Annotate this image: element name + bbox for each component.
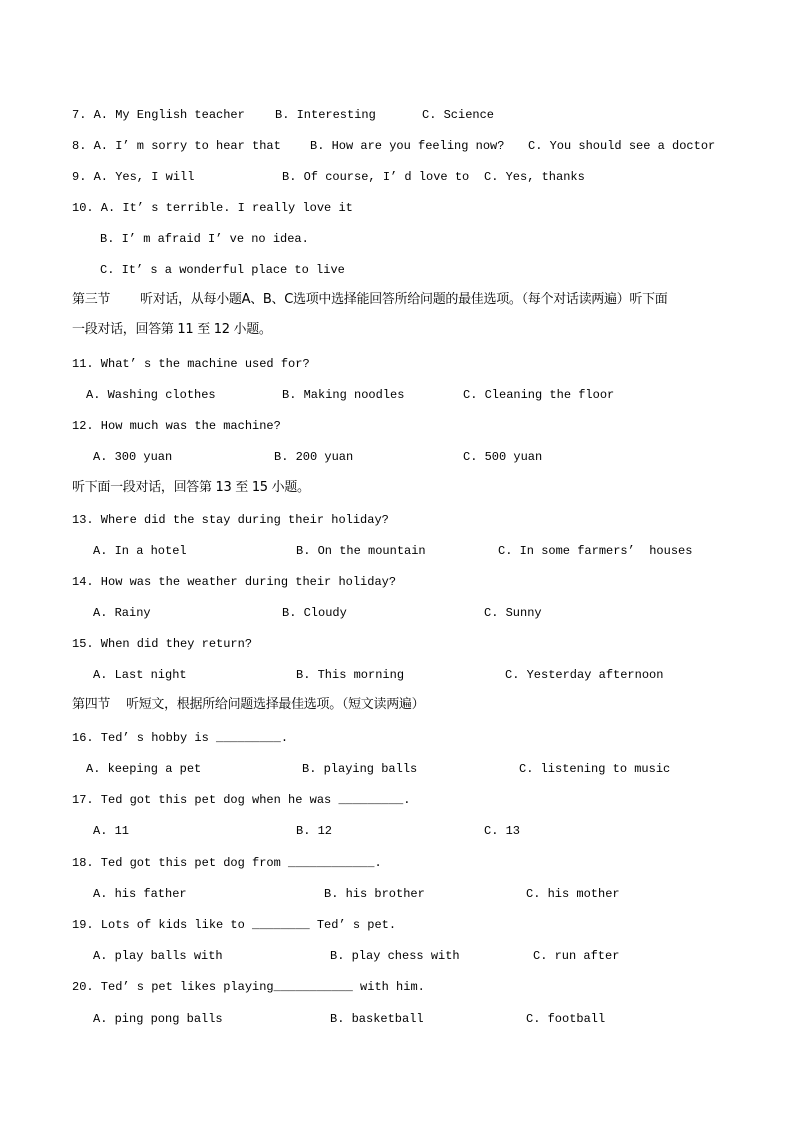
q15-options-text-1: A. Last night [93, 668, 187, 682]
q19-options-text-2: B. play chess with [330, 949, 460, 963]
q13-options-text-3: C. In some farmers’ houses [498, 544, 693, 558]
q7-text-2: B. Interesting [275, 108, 376, 122]
q13-options-text-2: B. On the mountain [296, 544, 426, 558]
section-4-heading-text-1: 第四节 [72, 697, 111, 712]
q12-options-text-3: C. 500 yuan [463, 450, 543, 464]
q10-text-1: 10. A. It’ s terrible. I really love it [72, 201, 353, 215]
q9-text-2: B. Of course, I’ d love to [282, 170, 470, 184]
section-3-instructions-text-1: 一段对话，回答第 11 至 12 小题。 [72, 322, 272, 337]
q18-text-1: 18. Ted got this pet dog from ____________. [72, 856, 382, 870]
q11-text-1: 11. What’ s the machine used for? [72, 357, 310, 371]
q18-options-text-2: B. his brother [324, 887, 425, 901]
q15-options-text-3: C. Yesterday afternoon [505, 668, 664, 682]
q20-options-text-2: B. basketball [330, 1012, 424, 1026]
q17-options-text-2: B. 12 [296, 824, 333, 838]
q8-text-2: B. How are you feeling now? [310, 139, 505, 153]
q13-text-1: 13. Where did the stay during their holiday? [72, 513, 389, 527]
q19-options-text-1: A. play balls with [93, 949, 223, 963]
q16-options-text-3: C. listening to music [519, 762, 671, 776]
q11-options-text-1: A. Washing clothes [86, 388, 216, 402]
q17-text-1: 17. Ted got this pet dog when he was _________. [72, 793, 411, 807]
section-3-heading-text-1: 第三节 [72, 292, 111, 307]
dialogue-instructions-text-1: 听下面一段对话，回答第 13 至 15 小题。 [72, 480, 310, 495]
q11-options-text-3: C. Cleaning the floor [463, 388, 615, 402]
q19-text-1: 19. Lots of kids like to ________ Ted’ s pet. [72, 918, 397, 932]
q9-text-1: 9. A. Yes, I will [72, 170, 195, 184]
q9-text-3: C. Yes, thanks [484, 170, 585, 184]
q7-text-3: C. Science [422, 108, 495, 122]
section-3-heading-text-2: 听对话，从每小题A、B、C选项中选择能回答所给问题的最佳选项。（每个对话读两遍）听下面 [140, 292, 668, 307]
q14-options-text-2: B. Cloudy [282, 606, 347, 620]
q12-options-text-1: A. 300 yuan [93, 450, 173, 464]
q17-options-text-1: A. 11 [93, 824, 130, 838]
q15-text-1: 15. When did they return? [72, 637, 253, 651]
q16-text-1: 16. Ted’ s hobby is _________. [72, 731, 289, 745]
q10-option-b-text-1: B. I’ m afraid I’ ve no idea. [100, 232, 309, 246]
q20-options-text-3: C. football [526, 1012, 606, 1026]
q20-text-1: 20. Ted’ s pet likes playing___________ with him. [72, 980, 425, 994]
q12-options-text-2: B. 200 yuan [274, 450, 354, 464]
q14-text-1: 14. How was the weather during their holiday? [72, 575, 397, 589]
q8-text-3: C. You should see a doctor [528, 139, 716, 153]
q13-options-text-1: A. In a hotel [93, 544, 187, 558]
q14-options-text-1: A. Rainy [93, 606, 151, 620]
section-4-heading-text-2: 听短文，根据所给问题选择最佳选项。（短文读两遍） [126, 697, 425, 712]
q7-text-1: 7. A. My English teacher [72, 108, 245, 122]
q8-text-1: 8. A. I’ m sorry to hear that [72, 139, 281, 153]
q16-options-text-1: A. keeping a pet [86, 762, 202, 776]
q12-text-1: 12. How much was the machine? [72, 419, 281, 433]
q10-option-c-text-1: C. It’ s a wonderful place to live [100, 263, 345, 277]
q18-options-text-3: C. his mother [526, 887, 620, 901]
q18-options-text-1: A. his father [93, 887, 187, 901]
q19-options-text-3: C. run after [533, 949, 620, 963]
q14-options-text-3: C. Sunny [484, 606, 542, 620]
q11-options-text-2: B. Making noodles [282, 388, 405, 402]
q20-options-text-1: A. ping pong balls [93, 1012, 223, 1026]
q17-options-text-3: C. 13 [484, 824, 521, 838]
q15-options-text-2: B. This morning [296, 668, 405, 682]
q16-options-text-2: B. playing balls [302, 762, 418, 776]
